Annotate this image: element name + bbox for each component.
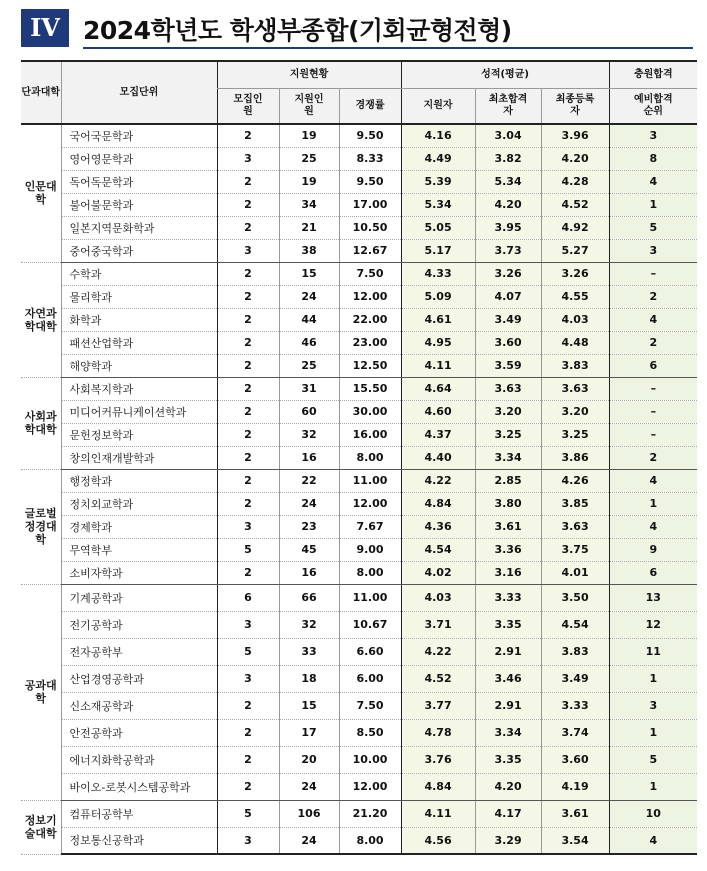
table-row	[21, 400, 697, 423]
waitlist-value: 11	[609, 638, 697, 665]
waitlist-value: 5	[609, 216, 697, 239]
waitlist-value: 2	[609, 331, 697, 354]
quota-value: 2	[217, 331, 279, 354]
dept-name: 문헌정보학과	[61, 423, 217, 446]
dept-name: 안전공학과	[61, 719, 217, 746]
table-row	[21, 719, 697, 746]
first-pass-grade-value: 5.34	[475, 170, 541, 193]
final-reg-grade-value: 3.85	[541, 492, 609, 515]
waitlist-value: 3	[609, 692, 697, 719]
dept-name: 물리학과	[61, 285, 217, 308]
first-pass-grade-value: 3.29	[475, 827, 541, 854]
table-body	[21, 124, 697, 854]
final-reg-grade-value: 4.52	[541, 193, 609, 216]
waitlist-value: –	[609, 377, 697, 400]
header-ratio: 경쟁률	[339, 89, 401, 125]
section-number-badge: IV	[21, 9, 69, 47]
quota-value: 2	[217, 719, 279, 746]
header-dept: 모집단위	[61, 61, 217, 124]
applicant-grade-value: 5.34	[401, 193, 475, 216]
ratio-value: 21.20	[339, 800, 401, 827]
quota-value: 2	[217, 308, 279, 331]
applicant-grade-value: 4.84	[401, 773, 475, 800]
applicant-grade-value: 4.22	[401, 469, 475, 492]
college-name: 인문대학	[21, 124, 61, 262]
applicants-value: 24	[279, 827, 339, 854]
final-reg-grade-value: 4.55	[541, 285, 609, 308]
final-reg-grade-value: 4.54	[541, 611, 609, 638]
applicants-value: 46	[279, 331, 339, 354]
applicants-value: 44	[279, 308, 339, 331]
final-reg-grade-value: 3.26	[541, 262, 609, 285]
college-name: 글로벌정경대학	[21, 469, 61, 584]
college-name: 공과대학	[21, 584, 61, 800]
waitlist-value: 4	[609, 515, 697, 538]
waitlist-value: 4	[609, 827, 697, 854]
final-reg-grade-value: 4.48	[541, 331, 609, 354]
final-reg-grade-value: 4.28	[541, 170, 609, 193]
table-row	[21, 584, 697, 611]
table-row	[21, 239, 697, 262]
dept-name: 일본지역문화학과	[61, 216, 217, 239]
table-row	[21, 492, 697, 515]
dept-name: 독어독문학과	[61, 170, 217, 193]
title-underline	[83, 47, 693, 49]
applicant-grade-value: 4.16	[401, 124, 475, 147]
waitlist-value: 10	[609, 800, 697, 827]
table-row	[21, 331, 697, 354]
first-pass-grade-value: 4.07	[475, 285, 541, 308]
applicants-value: 25	[279, 147, 339, 170]
ratio-value: 9.50	[339, 124, 401, 147]
dept-name: 해양학과	[61, 354, 217, 377]
ratio-value: 8.00	[339, 446, 401, 469]
waitlist-value: 1	[609, 492, 697, 515]
applicant-grade-value: 4.03	[401, 584, 475, 611]
waitlist-value: 6	[609, 354, 697, 377]
quota-value: 2	[217, 354, 279, 377]
applicant-grade-value: 4.36	[401, 515, 475, 538]
applicants-value: 20	[279, 746, 339, 773]
dept-name: 행정학과	[61, 469, 217, 492]
header-group-status: 지원현황	[217, 61, 401, 89]
ratio-value: 10.00	[339, 746, 401, 773]
final-reg-grade-value: 3.33	[541, 692, 609, 719]
table-row	[21, 638, 697, 665]
final-reg-grade-value: 3.74	[541, 719, 609, 746]
table-row	[21, 354, 697, 377]
waitlist-value: 4	[609, 170, 697, 193]
final-reg-grade-value: 3.63	[541, 515, 609, 538]
header-group-add: 충원합격	[609, 61, 697, 89]
dept-name: 정보통신공학과	[61, 827, 217, 854]
header-final-reg: 최종등록자	[541, 89, 609, 125]
ratio-value: 7.50	[339, 692, 401, 719]
dept-name: 바이오-로봇시스템공학과	[61, 773, 217, 800]
table-row	[21, 746, 697, 773]
college-name: 사회과학대학	[21, 377, 61, 469]
first-pass-grade-value: 3.63	[475, 377, 541, 400]
dept-name: 패션산업학과	[61, 331, 217, 354]
ratio-value: 6.00	[339, 665, 401, 692]
applicant-grade-value: 4.54	[401, 538, 475, 561]
waitlist-value: 1	[609, 773, 697, 800]
dept-name: 불어불문학과	[61, 193, 217, 216]
quota-value: 2	[217, 561, 279, 584]
table-row	[21, 170, 697, 193]
first-pass-grade-value: 4.17	[475, 800, 541, 827]
first-pass-grade-value: 4.20	[475, 193, 541, 216]
ratio-value: 12.00	[339, 773, 401, 800]
waitlist-value: 3	[609, 124, 697, 147]
waitlist-value: 3	[609, 239, 697, 262]
table-row	[21, 446, 697, 469]
dept-name: 기계공학과	[61, 584, 217, 611]
ratio-value: 16.00	[339, 423, 401, 446]
quota-value: 2	[217, 193, 279, 216]
applicants-value: 25	[279, 354, 339, 377]
first-pass-grade-value: 3.46	[475, 665, 541, 692]
applicant-grade-value: 3.71	[401, 611, 475, 638]
final-reg-grade-value: 4.01	[541, 561, 609, 584]
waitlist-value: 2	[609, 285, 697, 308]
final-reg-grade-value: 3.20	[541, 400, 609, 423]
admission-results-table	[21, 60, 697, 855]
table-row	[21, 692, 697, 719]
header-quota: 모집인원	[217, 89, 279, 125]
waitlist-value: 2	[609, 446, 697, 469]
dept-name: 화학과	[61, 308, 217, 331]
first-pass-grade-value: 3.26	[475, 262, 541, 285]
quota-value: 3	[217, 239, 279, 262]
ratio-value: 10.50	[339, 216, 401, 239]
dept-name: 무역학부	[61, 538, 217, 561]
ratio-value: 7.50	[339, 262, 401, 285]
first-pass-grade-value: 3.25	[475, 423, 541, 446]
table-row	[21, 611, 697, 638]
table-row	[21, 216, 697, 239]
applicants-value: 106	[279, 800, 339, 827]
first-pass-grade-value: 3.82	[475, 147, 541, 170]
first-pass-grade-value: 3.80	[475, 492, 541, 515]
applicants-value: 18	[279, 665, 339, 692]
table-row	[21, 308, 697, 331]
applicant-grade-value: 4.52	[401, 665, 475, 692]
applicant-grade-value: 3.77	[401, 692, 475, 719]
waitlist-value: 8	[609, 147, 697, 170]
dept-name: 경제학과	[61, 515, 217, 538]
applicant-grade-value: 4.11	[401, 800, 475, 827]
applicants-value: 38	[279, 239, 339, 262]
quota-value: 3	[217, 665, 279, 692]
applicants-value: 23	[279, 515, 339, 538]
final-reg-grade-value: 3.63	[541, 377, 609, 400]
quota-value: 3	[217, 515, 279, 538]
applicant-grade-value: 4.33	[401, 262, 475, 285]
header-applicants: 지원인원	[279, 89, 339, 125]
first-pass-grade-value: 3.95	[475, 216, 541, 239]
applicant-grade-value: 4.95	[401, 331, 475, 354]
table-row	[21, 773, 697, 800]
ratio-value: 11.00	[339, 584, 401, 611]
waitlist-value: –	[609, 423, 697, 446]
waitlist-value: 4	[609, 308, 697, 331]
first-pass-grade-value: 3.04	[475, 124, 541, 147]
applicants-value: 15	[279, 262, 339, 285]
ratio-value: 8.00	[339, 561, 401, 584]
ratio-value: 15.50	[339, 377, 401, 400]
applicants-value: 17	[279, 719, 339, 746]
applicant-grade-value: 4.11	[401, 354, 475, 377]
ratio-value: 8.50	[339, 719, 401, 746]
applicants-value: 19	[279, 170, 339, 193]
final-reg-grade-value: 5.27	[541, 239, 609, 262]
final-reg-grade-value: 3.75	[541, 538, 609, 561]
first-pass-grade-value: 4.20	[475, 773, 541, 800]
waitlist-value: 13	[609, 584, 697, 611]
first-pass-grade-value: 3.35	[475, 746, 541, 773]
ratio-value: 23.00	[339, 331, 401, 354]
ratio-value: 8.33	[339, 147, 401, 170]
dept-name: 미디어커뮤니케이션학과	[61, 400, 217, 423]
quota-value: 2	[217, 423, 279, 446]
applicant-grade-value: 4.22	[401, 638, 475, 665]
ratio-value: 12.50	[339, 354, 401, 377]
final-reg-grade-value: 3.54	[541, 827, 609, 854]
quota-value: 3	[217, 147, 279, 170]
waitlist-value: 1	[609, 193, 697, 216]
waitlist-value: 4	[609, 469, 697, 492]
first-pass-grade-value: 3.59	[475, 354, 541, 377]
applicant-grade-value: 4.60	[401, 400, 475, 423]
ratio-value: 10.67	[339, 611, 401, 638]
final-reg-grade-value: 3.83	[541, 354, 609, 377]
ratio-value: 11.00	[339, 469, 401, 492]
waitlist-value: 1	[609, 719, 697, 746]
page-title: 2024학년도 학생부종합(기회균형전형)	[83, 16, 512, 45]
applicants-value: 34	[279, 193, 339, 216]
ratio-value: 6.60	[339, 638, 401, 665]
quota-value: 2	[217, 492, 279, 515]
table-row	[21, 423, 697, 446]
first-pass-grade-value: 3.33	[475, 584, 541, 611]
table-row	[21, 538, 697, 561]
applicant-grade-value: 5.09	[401, 285, 475, 308]
waitlist-value: –	[609, 262, 697, 285]
final-reg-grade-value: 4.92	[541, 216, 609, 239]
first-pass-grade-value: 3.36	[475, 538, 541, 561]
applicants-value: 24	[279, 285, 339, 308]
ratio-value: 17.00	[339, 193, 401, 216]
applicants-value: 15	[279, 692, 339, 719]
dept-name: 정치외교학과	[61, 492, 217, 515]
applicant-grade-value: 4.40	[401, 446, 475, 469]
applicants-value: 19	[279, 124, 339, 147]
dept-name: 에너지화학공학과	[61, 746, 217, 773]
first-pass-grade-value: 2.85	[475, 469, 541, 492]
header-college: 단과대학	[21, 61, 61, 124]
quota-value: 2	[217, 124, 279, 147]
table-row	[21, 469, 697, 492]
applicant-grade-value: 4.84	[401, 492, 475, 515]
applicants-value: 16	[279, 561, 339, 584]
college-name: 자연과학대학	[21, 262, 61, 377]
first-pass-grade-value: 3.49	[475, 308, 541, 331]
applicants-value: 24	[279, 492, 339, 515]
table-row	[21, 665, 697, 692]
dept-name: 컴퓨터공학부	[61, 800, 217, 827]
table-row	[21, 147, 697, 170]
first-pass-grade-value: 3.34	[475, 719, 541, 746]
applicants-value: 22	[279, 469, 339, 492]
table-row	[21, 193, 697, 216]
table-row	[21, 800, 697, 827]
dept-name: 중어중국학과	[61, 239, 217, 262]
first-pass-grade-value: 3.35	[475, 611, 541, 638]
waitlist-value: 9	[609, 538, 697, 561]
table-row	[21, 515, 697, 538]
applicants-value: 33	[279, 638, 339, 665]
first-pass-grade-value: 3.60	[475, 331, 541, 354]
applicant-grade-value: 5.39	[401, 170, 475, 193]
final-reg-grade-value: 4.03	[541, 308, 609, 331]
final-reg-grade-value: 3.60	[541, 746, 609, 773]
applicant-grade-value: 4.37	[401, 423, 475, 446]
dept-name: 소비자학과	[61, 561, 217, 584]
dept-name: 사회복지학과	[61, 377, 217, 400]
first-pass-grade-value: 3.34	[475, 446, 541, 469]
final-reg-grade-value: 3.61	[541, 800, 609, 827]
ratio-value: 30.00	[339, 400, 401, 423]
quota-value: 2	[217, 262, 279, 285]
table-row	[21, 377, 697, 400]
final-reg-grade-value: 3.25	[541, 423, 609, 446]
applicants-value: 66	[279, 584, 339, 611]
final-reg-grade-value: 3.49	[541, 665, 609, 692]
waitlist-value: –	[609, 400, 697, 423]
ratio-value: 12.67	[339, 239, 401, 262]
quota-value: 2	[217, 285, 279, 308]
quota-value: 3	[217, 611, 279, 638]
quota-value: 5	[217, 800, 279, 827]
dept-name: 신소재공학과	[61, 692, 217, 719]
dept-name: 국어국문학과	[61, 124, 217, 147]
first-pass-grade-value: 3.16	[475, 561, 541, 584]
quota-value: 5	[217, 638, 279, 665]
quota-value: 3	[217, 827, 279, 854]
header-waitlist: 예비합격순위	[609, 89, 697, 125]
ratio-value: 9.00	[339, 538, 401, 561]
ratio-value: 12.00	[339, 492, 401, 515]
applicant-grade-value: 4.49	[401, 147, 475, 170]
final-reg-grade-value: 4.26	[541, 469, 609, 492]
applicant-grade-value: 5.17	[401, 239, 475, 262]
page-header	[21, 9, 693, 49]
applicants-value: 32	[279, 611, 339, 638]
final-reg-grade-value: 3.86	[541, 446, 609, 469]
ratio-value: 22.00	[339, 308, 401, 331]
waitlist-value: 6	[609, 561, 697, 584]
applicant-grade-value: 4.02	[401, 561, 475, 584]
applicant-grade-value: 3.76	[401, 746, 475, 773]
quota-value: 2	[217, 773, 279, 800]
applicant-grade-value: 4.64	[401, 377, 475, 400]
quota-value: 2	[217, 216, 279, 239]
table-row	[21, 124, 697, 147]
quota-value: 2	[217, 377, 279, 400]
waitlist-value: 1	[609, 665, 697, 692]
table-row	[21, 561, 697, 584]
dept-name: 전기공학과	[61, 611, 217, 638]
college-name: 정보기술대학	[21, 800, 61, 854]
applicants-value: 31	[279, 377, 339, 400]
dept-name: 전자공학부	[61, 638, 217, 665]
applicant-grade-value: 5.05	[401, 216, 475, 239]
quota-value: 2	[217, 469, 279, 492]
waitlist-value: 12	[609, 611, 697, 638]
applicant-grade-value: 4.61	[401, 308, 475, 331]
header-group-grade: 성적(평균)	[401, 61, 609, 89]
first-pass-grade-value: 2.91	[475, 638, 541, 665]
applicants-value: 16	[279, 446, 339, 469]
header-applicant-grade: 지원자	[401, 89, 475, 125]
quota-value: 2	[217, 692, 279, 719]
first-pass-grade-value: 2.91	[475, 692, 541, 719]
table-row	[21, 285, 697, 308]
quota-value: 6	[217, 584, 279, 611]
first-pass-grade-value: 3.20	[475, 400, 541, 423]
header-first-pass: 최초합격자	[475, 89, 541, 125]
final-reg-grade-value: 4.20	[541, 147, 609, 170]
final-reg-grade-value: 3.83	[541, 638, 609, 665]
table-row	[21, 827, 697, 854]
quota-value: 2	[217, 400, 279, 423]
ratio-value: 7.67	[339, 515, 401, 538]
ratio-value: 9.50	[339, 170, 401, 193]
applicants-value: 60	[279, 400, 339, 423]
quota-value: 2	[217, 170, 279, 193]
dept-name: 수학과	[61, 262, 217, 285]
quota-value: 5	[217, 538, 279, 561]
final-reg-grade-value: 3.50	[541, 584, 609, 611]
ratio-value: 12.00	[339, 285, 401, 308]
first-pass-grade-value: 3.61	[475, 515, 541, 538]
applicants-value: 21	[279, 216, 339, 239]
final-reg-grade-value: 3.96	[541, 124, 609, 147]
dept-name: 영어영문학과	[61, 147, 217, 170]
applicants-value: 32	[279, 423, 339, 446]
applicant-grade-value: 4.56	[401, 827, 475, 854]
dept-name: 산업경영공학과	[61, 665, 217, 692]
ratio-value: 8.00	[339, 827, 401, 854]
quota-value: 2	[217, 446, 279, 469]
dept-name: 창의인재개발학과	[61, 446, 217, 469]
waitlist-value: 5	[609, 746, 697, 773]
first-pass-grade-value: 3.73	[475, 239, 541, 262]
applicants-value: 24	[279, 773, 339, 800]
table-row	[21, 262, 697, 285]
applicant-grade-value: 4.78	[401, 719, 475, 746]
final-reg-grade-value: 4.19	[541, 773, 609, 800]
applicants-value: 45	[279, 538, 339, 561]
quota-value: 2	[217, 746, 279, 773]
